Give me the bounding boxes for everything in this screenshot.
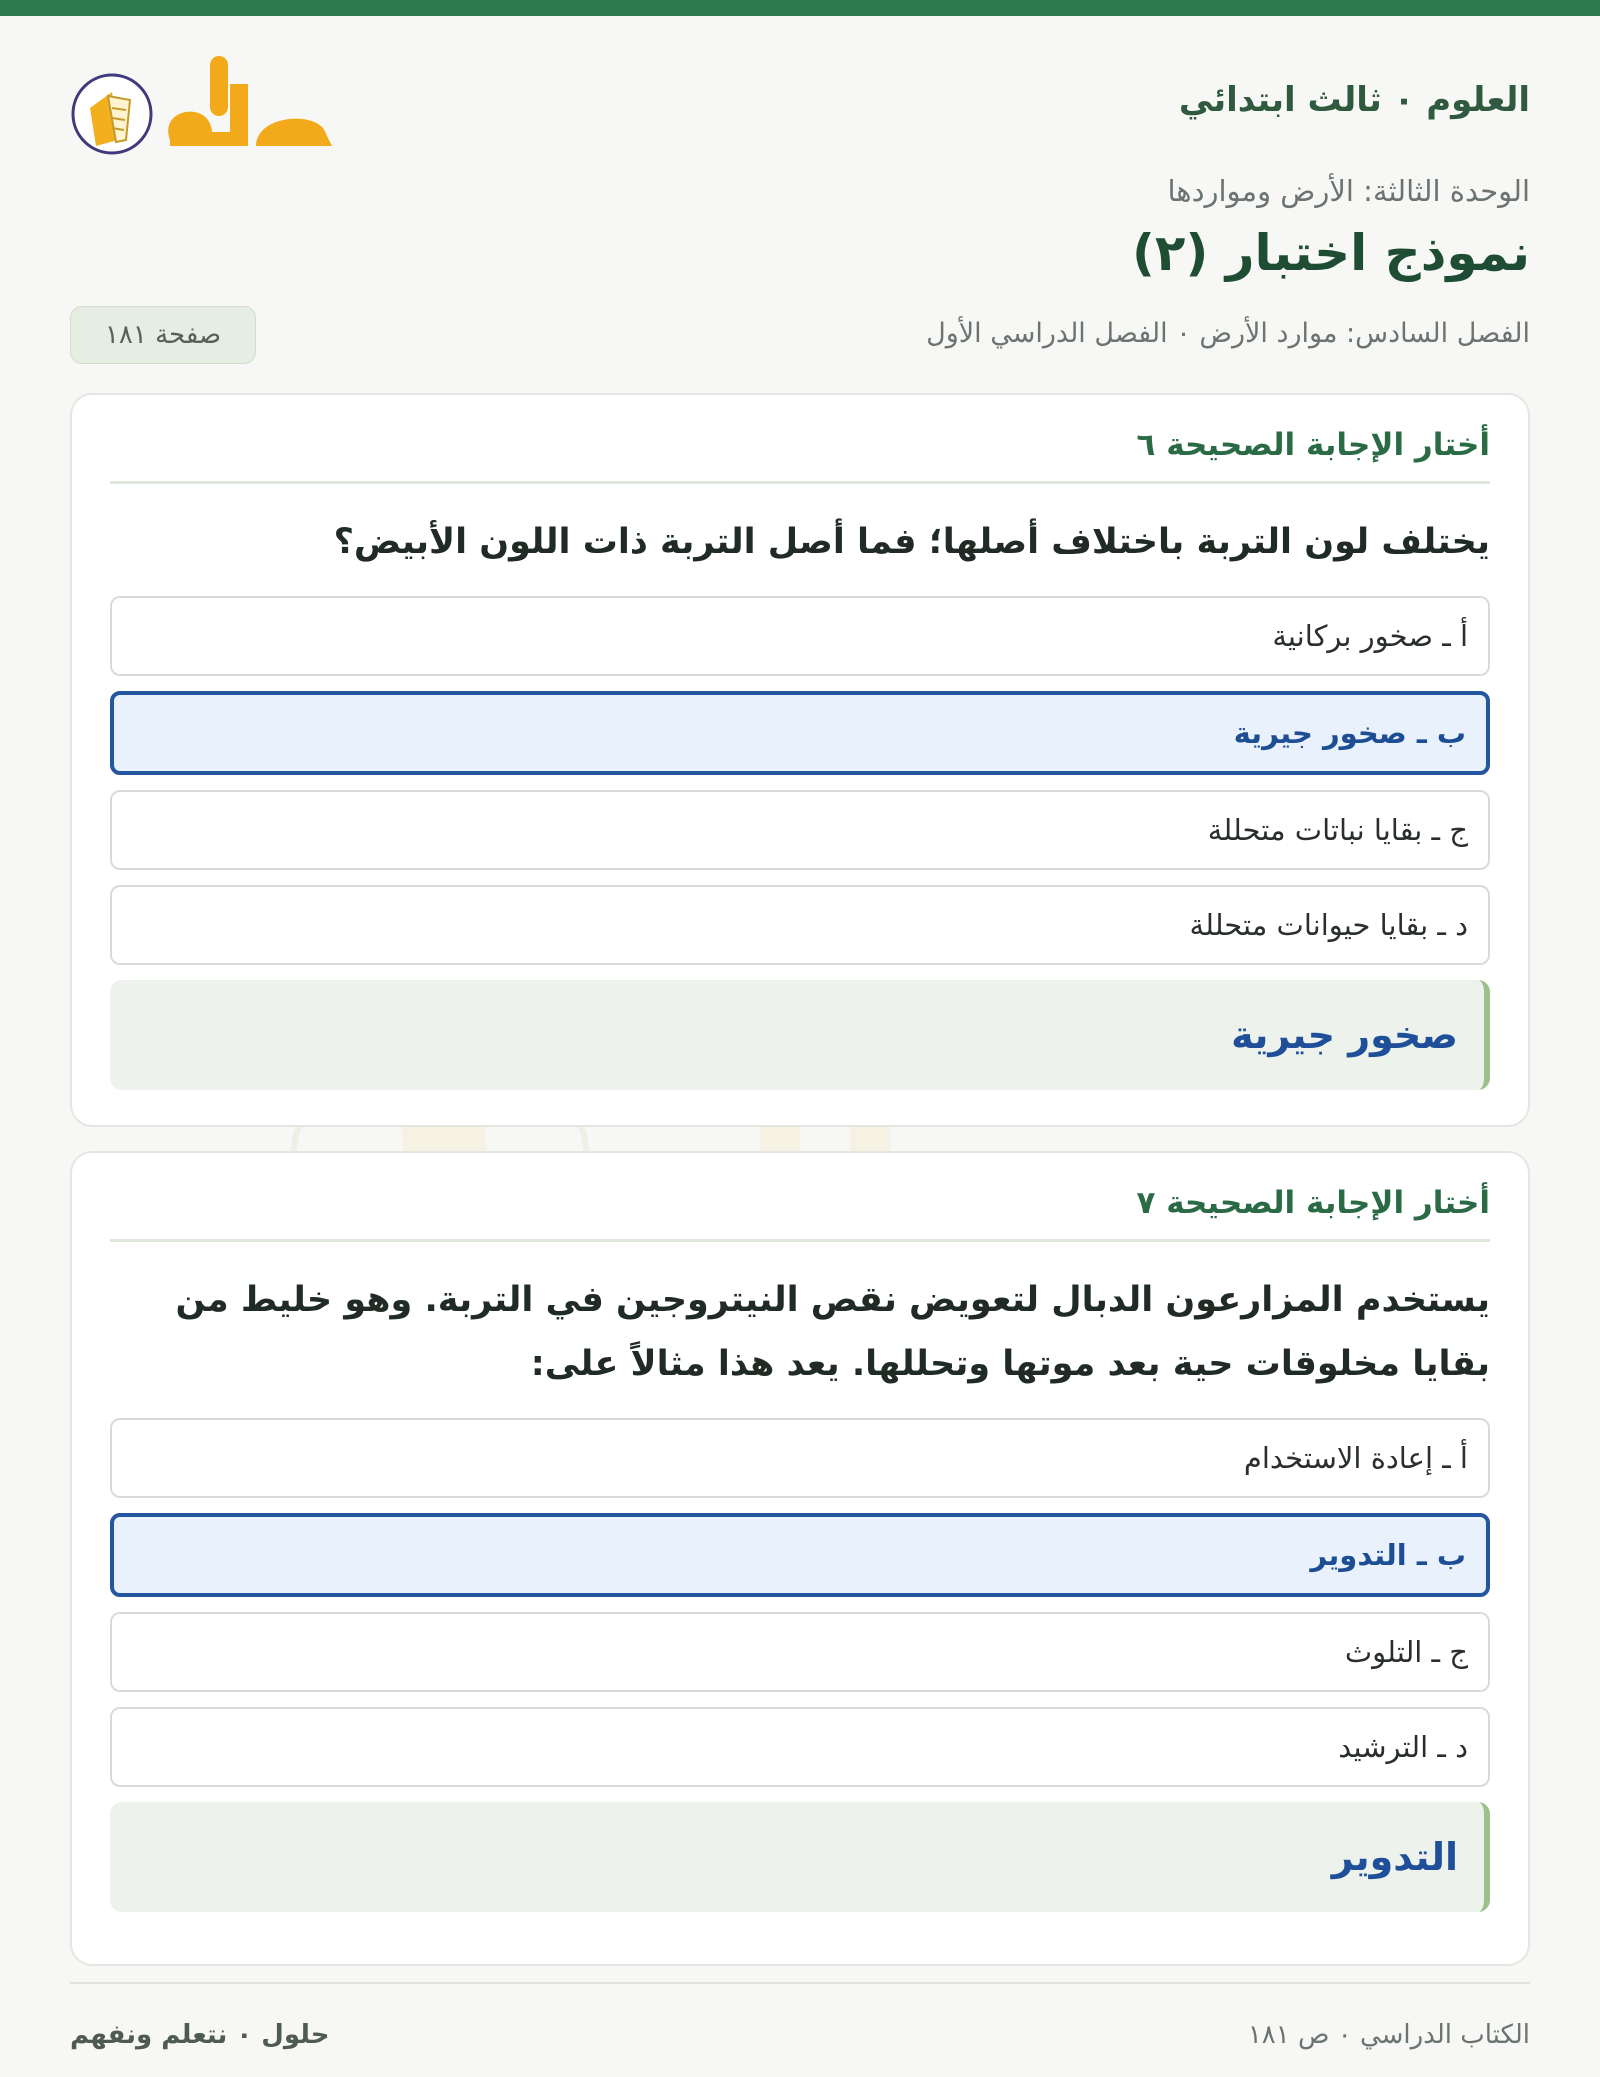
option-b-selected[interactable]: ب ـ صخور جيرية bbox=[110, 691, 1490, 775]
page-content bbox=[70, 16, 1530, 2050]
option-c[interactable]: ج ـ التلوث bbox=[110, 1612, 1490, 1692]
option-a[interactable]: أ ـ صخور بركانية bbox=[110, 596, 1490, 676]
option-a[interactable]: أ ـ إعادة الاستخدام bbox=[110, 1418, 1490, 1498]
footer-book-reference: الكتاب الدراسي ٠ ص ١٨١ bbox=[1247, 2020, 1530, 2050]
option-c[interactable]: ج ـ بقايا نباتات متحللة bbox=[110, 790, 1490, 870]
question-heading: أختار الإجابة الصحيحة ٧ bbox=[110, 1183, 1490, 1242]
answer-text: التدوير bbox=[1331, 1835, 1458, 1879]
page-number-badge: صفحة ١٨١ bbox=[70, 306, 256, 364]
page-header bbox=[70, 16, 1530, 386]
chapter-semester-label: الفصل السادس: موارد الأرض ٠ الفصل الدراسي الأول bbox=[926, 318, 1530, 349]
answer-box bbox=[110, 1802, 1490, 1912]
question-card-6 bbox=[70, 393, 1530, 1127]
option-d[interactable]: د ـ بقايا حيوانات متحللة bbox=[110, 885, 1490, 965]
hulul-logo-icon bbox=[70, 48, 340, 158]
question-card-7 bbox=[70, 1151, 1530, 1966]
option-b-selected[interactable]: ب ـ التدوير bbox=[110, 1513, 1490, 1597]
option-d[interactable]: د ـ الترشيد bbox=[110, 1707, 1490, 1787]
answer-box bbox=[110, 980, 1490, 1090]
question-text: يختلف لون التربة باختلاف أصلها؛ فما أصل التربة ذات اللون الأبيض؟ bbox=[333, 522, 1490, 562]
question-heading: أختار الإجابة الصحيحة ٦ bbox=[110, 425, 1490, 484]
answer-text: صخور جيرية bbox=[1231, 1013, 1458, 1057]
footer-divider bbox=[70, 1982, 1530, 1984]
hulul-logo[interactable] bbox=[70, 48, 340, 158]
page-title: نموذج اختبار (٢) bbox=[1132, 224, 1530, 282]
footer-brand-slogan[interactable]: حلول ٠ نتعلم ونفهم bbox=[70, 2020, 330, 2050]
unit-label: الوحدة الثالثة: الأرض ومواردها bbox=[1167, 174, 1530, 208]
top-accent-strip bbox=[0, 0, 1600, 16]
subject-grade-label: العلوم ٠ ثالث ابتدائي bbox=[1178, 80, 1530, 120]
question-text: يستخدم المزارعون الدبال لتعويض نقص النيتروجين في التربة. وهو خليط من بقايا مخلوقات حية بعد موتها وتحللها. يعد هذا مثالاً على: bbox=[175, 1280, 1490, 1384]
